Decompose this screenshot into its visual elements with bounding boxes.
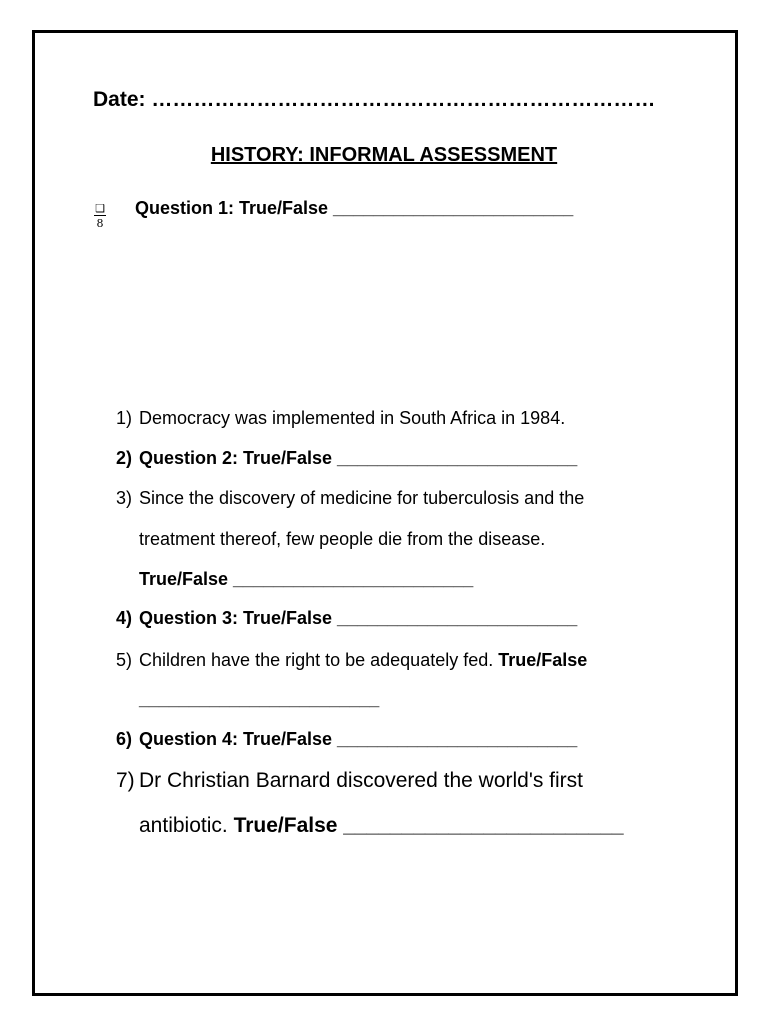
list-item-number: 7): [116, 769, 135, 792]
statement-2-text-line-2: treatment thereof, few people die from the disease.: [139, 529, 546, 549]
page-title: HISTORY: INFORMAL ASSESSMENT: [210, 144, 558, 166]
list-item-1: [0, 408, 768, 448]
statement-3-text: [139, 650, 587, 671]
list-item-3: [0, 488, 768, 528]
checkbox-icon: [94, 203, 106, 229]
list-item-5-answer: [0, 689, 768, 729]
list-item-3-continued: [0, 529, 768, 569]
list-item-number: 6): [116, 729, 133, 749]
list-item-number: 3): [116, 488, 133, 508]
question-4-heading: Question 4: True/False ________________________: [139, 729, 578, 749]
question-2-heading: Question 2: True/False ________________________: [139, 448, 578, 468]
list-item-7-continued: [0, 814, 768, 854]
list-item-6: [0, 729, 768, 769]
list-item-number: 4): [116, 608, 133, 628]
list-item-5: [0, 650, 768, 690]
checkbox-symbol: ❑: [95, 202, 105, 215]
statement-3-sentence: Children have the right to be adequately fed.: [139, 650, 494, 670]
statement-2-text-line-1: Since the discovery of medicine for tuberculosis and the: [139, 488, 585, 508]
list-item-number: 2): [116, 448, 133, 468]
list-item-2: [0, 448, 768, 488]
statement-3-true-false-label: True/False: [498, 650, 588, 670]
list-item-number: 1): [116, 408, 133, 428]
date-line: Date: ………………………………………………………………: [93, 88, 656, 111]
question-3-heading: Question 3: True/False ________________________: [139, 608, 578, 628]
question-1-heading: Question 1: True/False ________________________: [135, 198, 574, 218]
statement-3-answer-line: ________________________: [139, 689, 380, 709]
statement-4-sentence-end: antibiotic.: [139, 814, 228, 837]
list-item-number: 5): [116, 650, 133, 670]
list-item-4: [0, 608, 768, 648]
statement-1-text: Democracy was implemented in South Africa in 1984.: [139, 408, 566, 428]
statement-4-text-line-1: Dr Christian Barnard discovered the world's first: [139, 769, 584, 792]
statement-4-text-line-2: [139, 814, 624, 838]
checkbox-number: 8: [96, 217, 104, 230]
statement-2-answer-line: True/False ________________________: [139, 569, 474, 589]
list-item-7: [0, 769, 768, 809]
statement-4-answer-line: True/False ________________________: [233, 814, 624, 837]
list-item-3-answer: [0, 569, 768, 609]
